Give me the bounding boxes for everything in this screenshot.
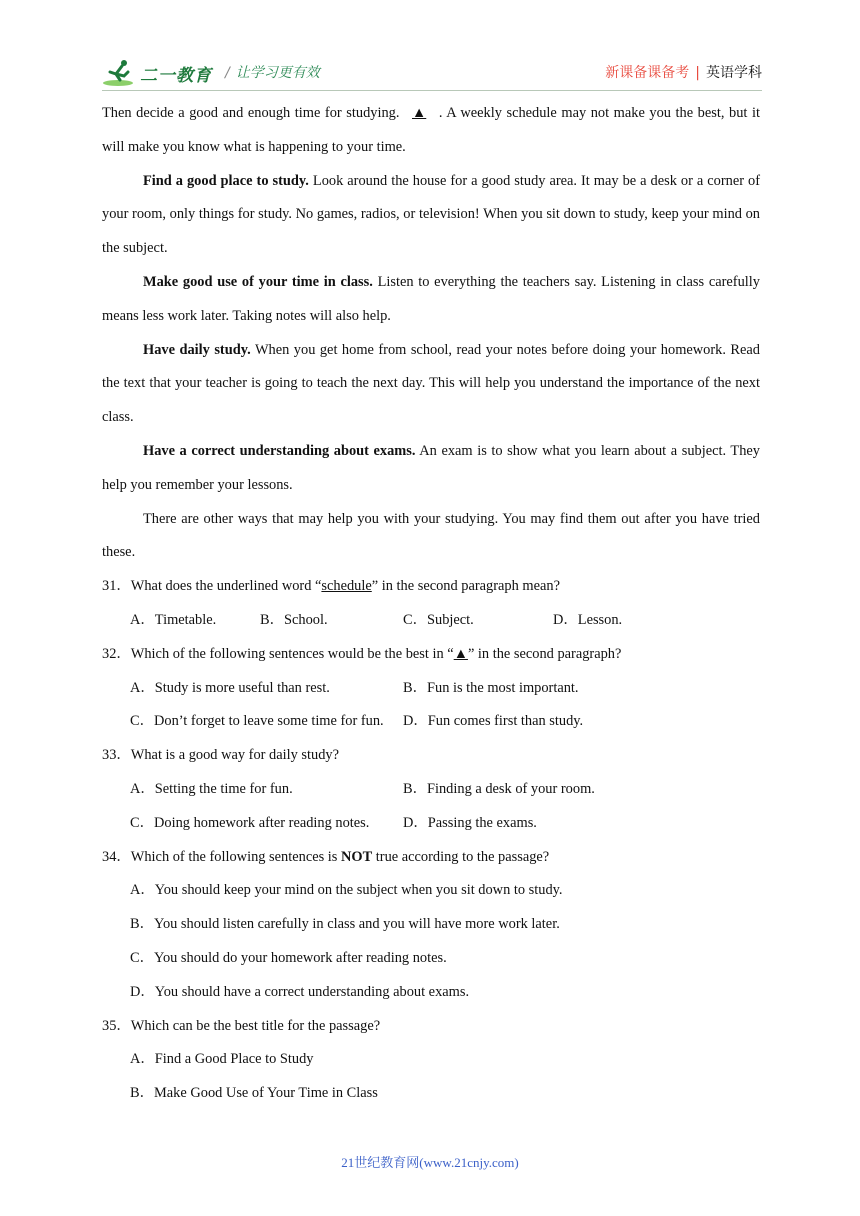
- paragraph-3: [102, 266, 760, 334]
- logo: [102, 58, 212, 88]
- paragraph-2-text: Look around the house for a good study area. It may be a desk or a corner of your room, only things for study. No games, radios, or television! When you sit down to study, keep your mind on the subject.: [102, 172, 760, 257]
- paragraph-3-heading: Make good use of your time in class.: [143, 273, 373, 290]
- paragraph-3-text: Listen to everything the teachers say. Listening in class carefully means less work later. Taking notes will also help.: [102, 273, 760, 324]
- paragraph-2-heading: Find a good place to study.: [143, 172, 309, 189]
- q31-option-a: A．Timetable.: [130, 611, 217, 628]
- q31-underlined-word: schedule: [321, 578, 372, 595]
- question-32-stem: [102, 638, 760, 672]
- paragraph-2: [102, 165, 760, 266]
- q34-option-b: B．You should listen carefully in class and you will have more work later.: [130, 916, 560, 933]
- q31-option-b: B．School.: [260, 611, 328, 628]
- question-33-stem: 33．What is a good way for daily study?: [102, 747, 339, 764]
- q32-option-c: C．Don’t forget to leave some time for fun.: [130, 713, 384, 730]
- q31-option-d: D．Lesson.: [553, 611, 623, 628]
- paragraph-5-text: An exam is to show what you learn about a subject. They help you remember your lessons.: [102, 442, 760, 493]
- paragraph-5-heading: Have a correct understanding about exams.: [143, 442, 416, 459]
- slogan-text: 让学习更有效: [235, 65, 320, 81]
- page-header: [102, 58, 762, 90]
- paragraph-1-text-a: Then decide a good and enough time for studying.: [102, 105, 400, 121]
- q34-stem-a: 34．Which of the following sentences is: [102, 848, 341, 865]
- q33-option-c: C．Doing homework after reading notes.: [130, 814, 370, 831]
- q32-stem-a: 32．Which of the following sentences would be the best in “: [102, 645, 454, 662]
- q35-option-b: B．Make Good Use of Your Time in Class: [130, 1085, 378, 1102]
- q34-option-a: A．You should keep your mind on the subject when you sit down to study.: [130, 882, 563, 899]
- header-rule: [102, 90, 762, 91]
- q32-option-b: B．Fun is the most important.: [403, 679, 579, 696]
- q34-option-d: D．You should have a correct understanding about exams.: [130, 983, 470, 1000]
- paragraph-5: [102, 435, 760, 503]
- paragraph-6: There are other ways that may help you with your studying. You may find them out after you have tried these.: [102, 510, 760, 561]
- question-34-stem: [102, 841, 760, 875]
- q31-stem-a: 31．What does the underlined word “: [102, 578, 322, 595]
- q32-stem-b: ” in the second paragraph?: [467, 645, 622, 662]
- q31-stem-b: ” in the second paragraph mean?: [371, 578, 560, 595]
- q35-option-a: A．Find a Good Place to Study: [130, 1051, 314, 1068]
- q33-option-b: B．Finding a desk of your room.: [403, 780, 595, 797]
- question-32-options-cd: [102, 705, 760, 739]
- q34-stem-bold: NOT: [341, 848, 373, 865]
- header-course-label: 新课备课备考: [605, 65, 690, 81]
- q34-option-c: C．You should do your homework after reading notes.: [130, 949, 447, 966]
- q33-option-d: D．Passing the exams.: [403, 814, 537, 831]
- page-footer: 21世纪教育网(www.21cnjy.com): [341, 1155, 519, 1170]
- paragraph-1-text-b: . A weekly schedule may not make you the best, but it will make you know what is happening to your time.: [102, 105, 760, 155]
- paragraph-4: [102, 334, 760, 435]
- question-33-options-cd: [102, 807, 760, 841]
- question-31-stem: [102, 570, 760, 604]
- slogan: [225, 62, 320, 82]
- question-33-options-ab: [102, 773, 760, 807]
- runner-logo-icon: [102, 58, 138, 88]
- blank-marker: ▲: [412, 105, 427, 121]
- slogan-separator: /: [225, 65, 230, 81]
- question-35-stem: 35．Which can be the best title for the passage?: [102, 1017, 381, 1034]
- document-body: [102, 97, 760, 1111]
- header-divider: |: [695, 65, 700, 81]
- question-32-options-ab: [102, 672, 760, 706]
- q32-blank-symbol: ▲: [453, 645, 468, 662]
- paragraph-4-text: When you get home from school, read your notes before doing your homework. Read the text that your teacher is going to teach the next day. This will help you understand the importance of the next class.: [102, 341, 760, 426]
- q31-option-c: C．Subject.: [403, 611, 474, 628]
- paragraph-1: [102, 97, 760, 165]
- q32-option-d: D．Fun comes first than study.: [403, 713, 584, 730]
- header-subject-label: 英语学科: [706, 65, 762, 81]
- q32-option-a: A．Study is more useful than rest.: [130, 679, 330, 696]
- q34-stem-b: true according to the passage?: [372, 848, 550, 865]
- question-31-options: [102, 604, 760, 638]
- header-subject: [605, 62, 762, 82]
- logo-text: 二一教育: [140, 65, 212, 86]
- paragraph-4-heading: Have daily study.: [143, 341, 251, 358]
- q33-option-a: A．Setting the time for fun.: [130, 780, 293, 797]
